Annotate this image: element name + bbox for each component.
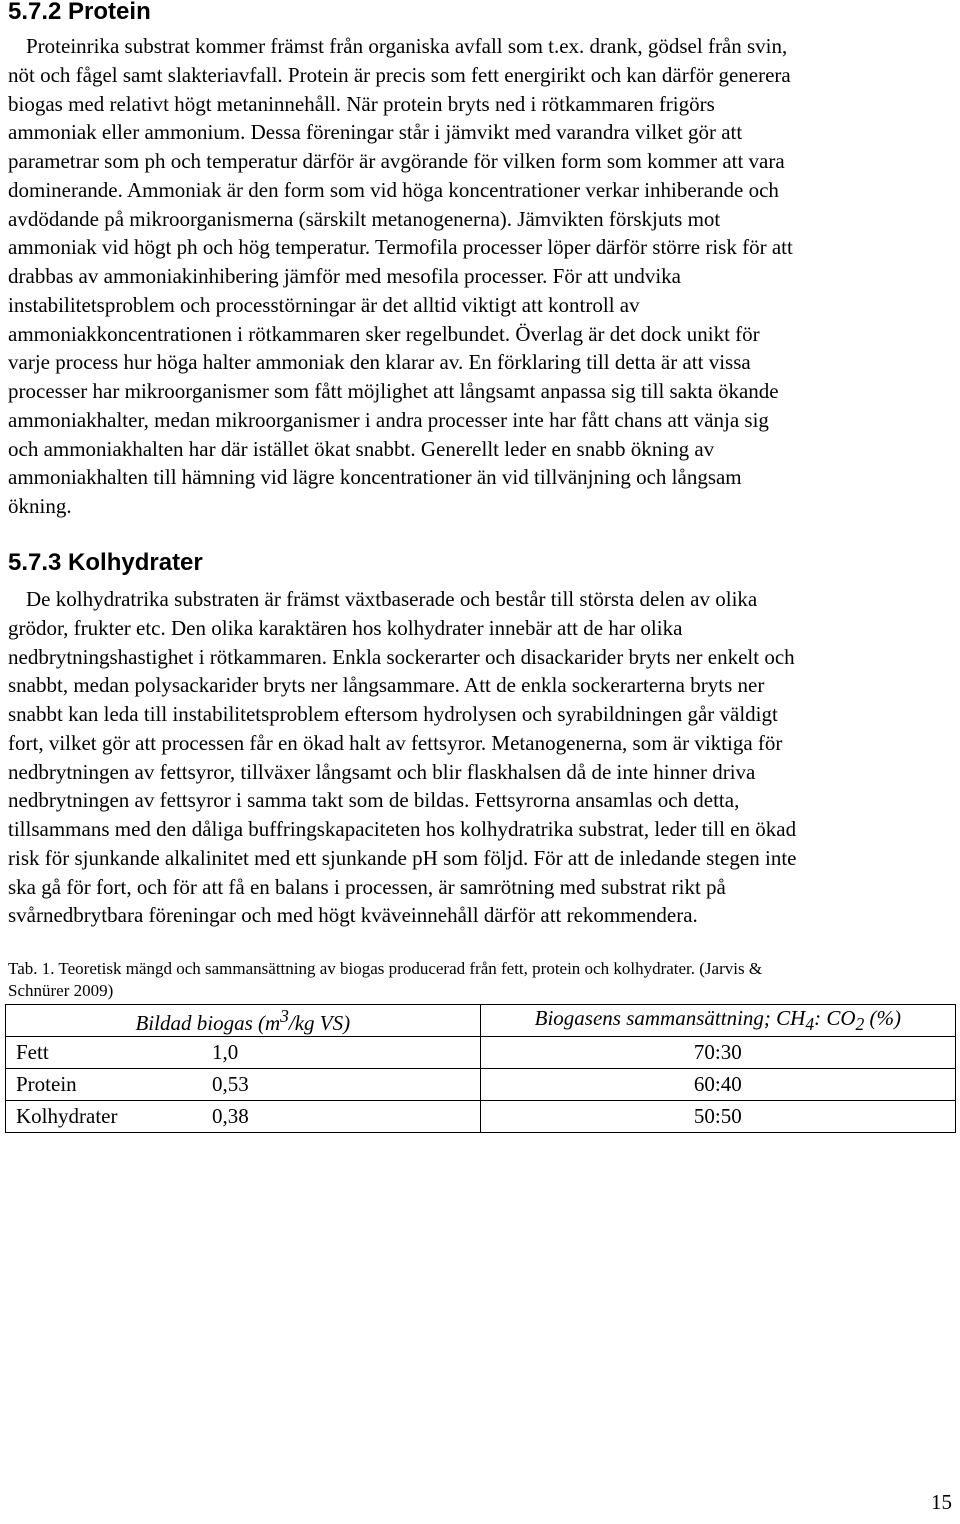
text-line: risk för sjunkande alkalinitet med ett sjunkande pH som följd. För att de inledande stegen inte [8, 845, 797, 870]
table-caption [8, 958, 954, 1002]
text-line: ammoniak eller ammonium. Dessa föreningar står i jämvikt med varandra vilket gör att [8, 120, 743, 145]
table-cell-composition [480, 1101, 955, 1133]
table-row [6, 1037, 956, 1069]
table-row [6, 1069, 956, 1101]
composition-value: 60:40 [693, 1072, 742, 1096]
volume-value: 1,0 [212, 1040, 239, 1064]
section-heading-protein: 5.7.2 Protein [8, 0, 151, 25]
table-cell-volume [6, 1101, 481, 1133]
volume-value: 0,53 [212, 1072, 249, 1096]
header-text: (%) [864, 1005, 901, 1030]
header-superscript: 3 [280, 1005, 289, 1026]
paragraph-protein [8, 32, 954, 521]
substrate-name: Protein [16, 1072, 77, 1096]
section-heading-kolhydrater: 5.7.3 Kolhydrater [8, 549, 203, 576]
text-line: ammoniakhalter, medan mikroorganismer i andra processer inte har fått chans att vänja sig [8, 407, 769, 432]
text-line: parametrar som ph och temperatur därför är avgörande för vilken form som kommer att vara [8, 149, 785, 173]
header-biogas-composition [480, 1005, 955, 1037]
caption-line: Tab. 1. Teoretisk mängd och sammansättning av biogas producerad från fett, protein och kolhydrater. (Jarvis & [8, 959, 763, 978]
table-cell-composition [480, 1037, 955, 1069]
table-cell-composition [480, 1069, 955, 1101]
volume-value: 0,38 [212, 1104, 249, 1128]
page-number: 15 [931, 1490, 952, 1514]
header-text: : CO [814, 1005, 856, 1030]
header-subscript: 2 [855, 1014, 865, 1035]
text-line: drabbas av ammoniakinhibering jämför med mesofila processer. För att undvika [8, 264, 681, 288]
text-line: tillsammans med den dåliga buffringskapaciteten hos kolhydratrika substrat, leder till en ökad [8, 817, 797, 841]
header-text: Bildad biogas (m [135, 1010, 281, 1035]
text-line: grödor, frukter etc. Den olika karaktären hos kolhydrater innebär att de har olika [8, 615, 683, 640]
substrate-name: Kolhydrater [16, 1104, 118, 1128]
text-line: snabbt kan leda till instabilitetsproblem eftersom hydrolysen och syrabildningen går väldigt [8, 702, 778, 726]
text-line: biogas med relativt högt metaninnehåll. När protein bryts ned i rötkammaren frigörs [8, 91, 715, 116]
text-line: svårnedbrytbara föreningar och med högt kväveinnehåll därför att rekommendera. [8, 903, 698, 928]
text-line: fort, vilket gör att processen får en ökad halt av fettsyror. Metanogenerna, som är viktiga för [8, 730, 783, 755]
text-line: varje process hur höga halter ammoniak den klarar av. En förklaring till detta är att vissa [8, 350, 751, 375]
text-line: nedbrytningshastighet i rötkammaren. Enkla sockerarter och disackarider bryts ner enkelt och [8, 644, 795, 669]
text-line: ska gå för fort, och för att få en balans i processen, är samrötning med substrat rikt på [8, 874, 726, 899]
text-line: ökning. [8, 494, 72, 518]
composition-value: 70:30 [693, 1040, 742, 1064]
text-line: dominerande. Ammoniak är den form som vid höga koncentrationer verkar inhiberande och [8, 177, 779, 202]
text-line: ammoniak vid högt ph och hög temperatur. Termofila processer löper därför större risk för att [8, 235, 793, 260]
table-row [6, 1101, 956, 1133]
text-line: avdödande på mikroorganismerna (särskilt metanogenerna). Jämvikten förskjuts mot [8, 206, 721, 231]
header-biogas-volume [6, 1005, 481, 1037]
text-line: De kolhydratrika substraten är främst växtbaserade och består till största delen av olika [26, 587, 758, 611]
paragraph-kolhydrater [8, 585, 954, 930]
text-line: processer har mikroorganismer som fått möjlighet att långsamt anpassa sig till sakta ökande [8, 379, 779, 403]
text-line: snabbt, medan polysackarider bryts ner långsammare. Att de enkla sockerarterna bryts ner [8, 673, 765, 698]
text-line: ammoniakhalten till hämning vid lägre koncentrationer än vid tillvänjning och långsam [8, 465, 742, 490]
caption-line: Schnürer 2009) [8, 981, 114, 1000]
table-cell-volume [6, 1069, 481, 1101]
text-line: Proteinrika substrat kommer främst från organiska avfall som t.ex. drank, gödsel från svin, [26, 34, 788, 58]
text-line: nedbrytningen av fettsyror i samma takt som de bildas. Fettsyrorna ansamlas och detta, [8, 788, 740, 813]
substrate-name: Fett [16, 1040, 49, 1064]
table-cell-volume [6, 1037, 481, 1069]
text-line: och ammoniakhalten har där istället ökat snabbt. Generellt leder en snabb ökning av [8, 436, 715, 461]
text-line: instabilitetsproblem och processtörningar är det alltid viktigt att kontroll av [8, 292, 640, 317]
biogas-table [5, 1004, 956, 1133]
table-header-row [6, 1005, 956, 1037]
header-text: /kg VS) [288, 1010, 351, 1035]
header-text: Biogasens sammansättning; CH [534, 1005, 806, 1030]
text-line: ammoniakkoncentrationen i rötkammaren sker regelbundet. Överlag är det dock unikt för [8, 321, 760, 346]
text-line: nedbrytningen av fettsyror, tillväxer långsamt och blir flaskhalsen då de inte hinner driva [8, 759, 756, 784]
header-subscript: 4 [805, 1014, 815, 1035]
text-line: nöt och fågel samt slakteriavfall. Protein är precis som fett energirikt och kan därför generera [8, 62, 791, 87]
composition-value: 50:50 [693, 1104, 742, 1128]
